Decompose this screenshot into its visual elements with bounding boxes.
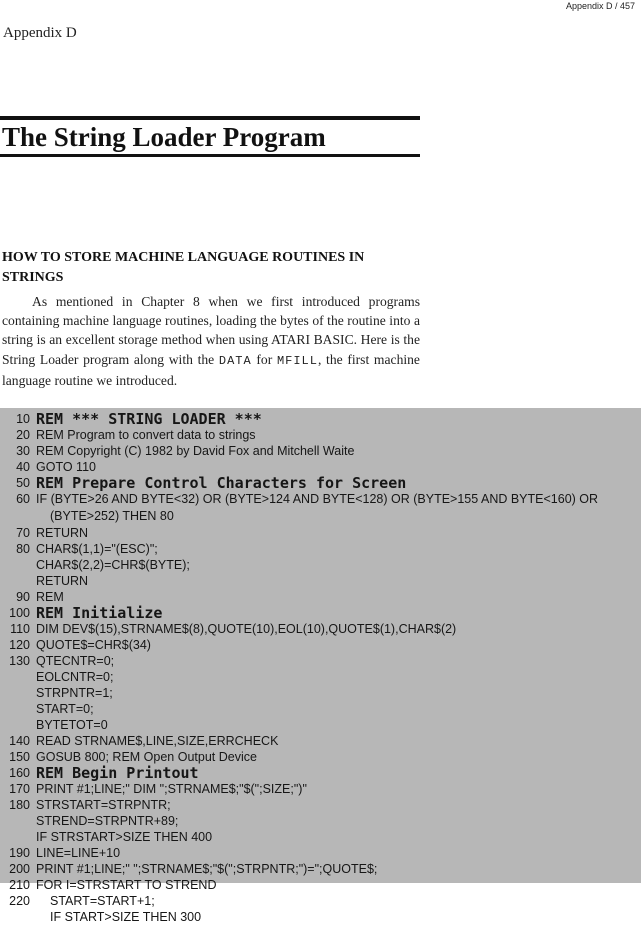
line-code: EOLCNTR=0; bbox=[36, 670, 114, 684]
line-number: 210 bbox=[9, 878, 30, 892]
line-number: 160 bbox=[9, 766, 30, 780]
intro-text-2: for bbox=[251, 351, 277, 367]
line-code: READ STRNAME$,LINE,SIZE,ERRCHECK bbox=[36, 734, 279, 748]
line-number: 70 bbox=[16, 526, 30, 540]
line-number: 170 bbox=[9, 782, 30, 796]
line-code: CHAR$(1,1)="(ESC)"; bbox=[36, 542, 158, 556]
line-code: DIM DEV$(15),STRNAME$(8),QUOTE(10),EOL(10),QUOTE$(1),CHAR$(2) bbox=[36, 622, 457, 636]
line-code: RETURN bbox=[36, 526, 89, 540]
line-number: 150 bbox=[9, 750, 30, 764]
line-code: PRINT #1;LINE;" DIM ";STRNAME$;"$(";SIZE;")" bbox=[36, 782, 307, 796]
line-code: RETURN bbox=[36, 574, 89, 588]
line-number: 50 bbox=[16, 476, 30, 490]
chapter-title: The String Loader Program bbox=[2, 122, 326, 152]
section-label: Appendix D bbox=[3, 25, 77, 41]
line-code: LINE=LINE+10 bbox=[36, 846, 121, 860]
line-code: REM Initialize bbox=[36, 604, 163, 622]
line-code: CHAR$(2,2)=CHR$(BYTE); bbox=[36, 558, 190, 572]
line-code: IF START>SIZE THEN 300 bbox=[50, 910, 202, 924]
line-number: 220 bbox=[9, 894, 30, 908]
line-number: 190 bbox=[9, 846, 30, 860]
line-code: STREND=STRPNTR+89; bbox=[36, 814, 179, 828]
intro-paragraph bbox=[2, 292, 420, 390]
line-number: 80 bbox=[16, 542, 30, 556]
line-code: FOR I=STRSTART TO STREND bbox=[36, 878, 217, 892]
line-code: QTECNTR=0; bbox=[36, 654, 115, 668]
program-listing bbox=[0, 408, 641, 924]
line-number: 100 bbox=[9, 606, 30, 620]
intro-text-3: , the first machine language routine we introduced. bbox=[2, 351, 420, 388]
line-code: REM Program to convert data to strings bbox=[36, 428, 256, 442]
line-code: REM Prepare Control Characters for Screen bbox=[36, 474, 407, 492]
line-number: 60 bbox=[16, 492, 30, 506]
running-head: Appendix D / 457 bbox=[565, 1, 635, 11]
line-code: START=0; bbox=[36, 702, 94, 716]
line-code: BYTETOT=0 bbox=[36, 718, 108, 732]
line-code: START=START+1; bbox=[50, 894, 155, 908]
line-code: REM *** STRING LOADER *** bbox=[36, 410, 262, 428]
line-code: REM bbox=[36, 590, 64, 604]
title-rule-bottom bbox=[0, 154, 420, 157]
line-number: 140 bbox=[9, 734, 30, 748]
line-number: 90 bbox=[16, 590, 30, 604]
line-number: 10 bbox=[16, 412, 30, 426]
line-code: STRSTART=STRPNTR; bbox=[36, 798, 171, 812]
line-code: (BYTE>252) THEN 80 bbox=[50, 509, 174, 523]
line-number: 20 bbox=[16, 428, 30, 442]
line-number: 130 bbox=[9, 654, 30, 668]
line-code: REM Begin Printout bbox=[36, 764, 199, 782]
line-code: IF (BYTE>26 AND BYTE<32) OR (BYTE>124 AND BYTE<128) OR (BYTE>155 AND BYTE<160) OR bbox=[36, 492, 599, 506]
line-code: IF STRSTART>SIZE THEN 400 bbox=[36, 830, 213, 844]
intro-keyword-data: DATA bbox=[218, 353, 252, 368]
line-code: GOSUB 800; REM Open Output Device bbox=[36, 750, 257, 764]
line-number: 200 bbox=[9, 862, 30, 876]
line-number: 120 bbox=[9, 638, 30, 652]
line-code: GOTO 110 bbox=[36, 460, 96, 474]
line-number: 40 bbox=[16, 460, 30, 474]
line-code: REM Copyright (C) 1982 by David Fox and Mitchell Waite bbox=[36, 444, 355, 458]
section-heading: HOW TO STORE MACHINE LANGUAGE ROUTINES IN STRINGS bbox=[2, 250, 365, 285]
line-number: 180 bbox=[9, 798, 30, 812]
line-number: 30 bbox=[16, 444, 30, 458]
line-code: QUOTE$=CHR$(34) bbox=[36, 638, 151, 652]
line-code: PRINT #1;LINE;" ";STRNAME$;"$(";STRPNTR;")=";QUOTE$; bbox=[36, 862, 378, 876]
intro-keyword-mfill: MFILL bbox=[276, 353, 318, 368]
line-code: STRPNTR=1; bbox=[36, 686, 113, 700]
intro-text-1: As mentioned in Chapter 8 when we first introduced programs containing machine language routines, loading the bytes of the routine into a string is an excellent storage method when using ATARI BASIC. Here is the String Loader program along with the bbox=[2, 294, 420, 367]
line-number: 110 bbox=[10, 622, 30, 636]
